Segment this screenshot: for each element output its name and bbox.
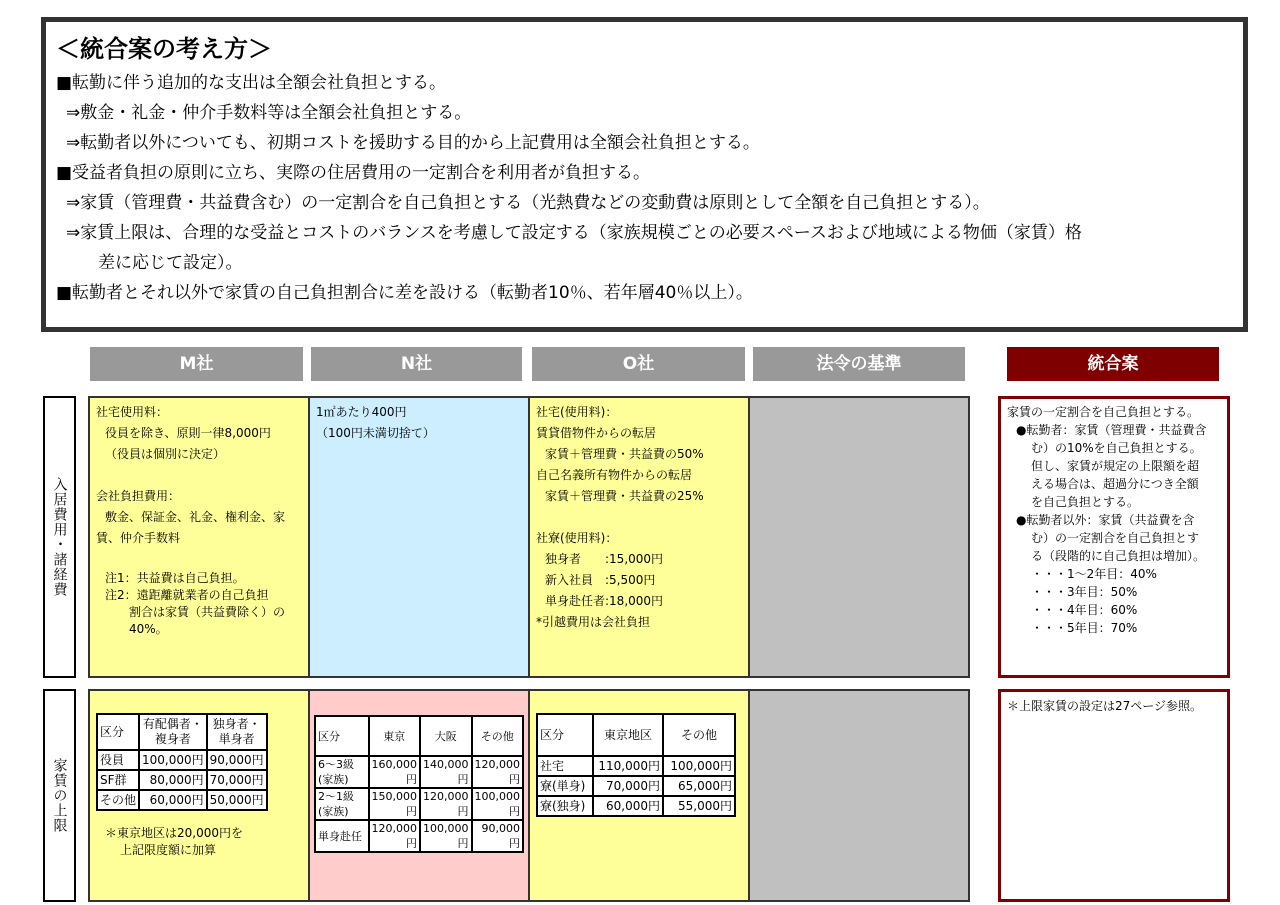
text-line: 注2：遠距離就業者の自己負担: [105, 588, 269, 602]
law-entry-costs: [748, 396, 970, 678]
text-line: む）の一定割合を自己負担とす: [1031, 531, 1200, 545]
cell-text: 独身者・: [212, 717, 261, 731]
summary-line: ⇒家賃上限は、合理的な受益とコストのバランスを考慮して設定する（家族規模ごとの必要スペースおよび地域による物価（家賃）格: [66, 223, 1082, 243]
table-cell: 社宅: [537, 756, 593, 776]
summary-box: [41, 17, 1248, 332]
cell-text: 有配偶者・: [142, 717, 203, 731]
text-line: を自己負担とする。: [1031, 495, 1140, 509]
table-cell: 東京地区: [593, 714, 663, 756]
column-header-merged: 統合案: [1007, 347, 1219, 381]
table-cell: SF群: [97, 770, 139, 790]
table-cell: その他: [472, 716, 524, 756]
column-header-m: M社: [90, 347, 303, 381]
cell-text: 120,000: [371, 822, 417, 835]
text-line: 会社負担費用：: [96, 489, 181, 503]
table-row: [315, 820, 523, 852]
cell-text: 150,000: [371, 790, 417, 803]
text-line: む）の10%を自己負担とする。: [1031, 441, 1202, 455]
text-line: 但し、家賃が規定の上限額を超: [1031, 459, 1200, 473]
table-row: [97, 770, 267, 790]
table-cell: [369, 820, 421, 852]
spacer: [536, 507, 742, 528]
cell-text: 円: [457, 837, 469, 850]
column-header-o: O社: [532, 347, 745, 381]
cell-text: 円: [509, 805, 520, 818]
text-line: 1㎡あたり400円: [316, 405, 407, 419]
merged-rent-cap: [998, 689, 1230, 902]
cell-text: 円: [509, 773, 520, 786]
table-cell: 70,000円: [593, 776, 663, 796]
m-rent-cap: [88, 689, 310, 902]
text-line: ●転勤者：家賃（管理費・共益費含: [1016, 423, 1207, 437]
summary-line: ⇒家賃（管理費・共益費含む）の一定割合を自己負担とする（光熱費などの変動費は原則として全額を自己負担とする）。: [66, 193, 990, 213]
m-entry-costs: [88, 396, 310, 678]
cell-text: (家族): [318, 773, 349, 786]
table-cell: 80,000円: [139, 770, 207, 790]
summary-line: ■受益者負担の原則に立ち、実際の住居費用の一定割合を利用者が負担する。: [56, 163, 651, 183]
table-row: [537, 776, 735, 796]
cell-text: 2～1級: [318, 790, 354, 803]
n-rent-cap: [308, 689, 530, 902]
summary-line: ⇒転勤者以外についても、初期コストを援助する目的から上記費用は全額会社負担とする。: [66, 133, 760, 153]
summary-title: ＜統合案の考え方＞: [56, 35, 272, 63]
text-line: ・・・3年目：50%: [1031, 585, 1138, 599]
table-cell: [472, 820, 524, 852]
table-cell: [420, 820, 472, 852]
cell-text: 120,000: [423, 790, 469, 803]
table-cell: 役員: [97, 750, 139, 770]
table-cell: 50,000円: [207, 790, 267, 810]
table-cell: 60,000円: [139, 790, 207, 810]
table-row: [97, 714, 267, 750]
table-cell: [420, 756, 472, 788]
law-rent-cap: [748, 689, 970, 902]
spacer: [96, 465, 302, 486]
table-cell: [315, 788, 369, 820]
merged-entry-costs: [998, 396, 1230, 678]
text-line: 40%。: [129, 622, 168, 636]
cell-text: 円: [457, 805, 469, 818]
text-line: ・・・1～2年目：40%: [1031, 567, 1157, 581]
table-cell: 60,000円: [593, 796, 663, 816]
text-line: える場合は、超過分につき全額: [1031, 477, 1199, 491]
text-line: ・・・5年目：70%: [1031, 621, 1138, 635]
table-cell: [369, 788, 421, 820]
text-line: （役員は個別に決定）: [105, 447, 226, 461]
n-rent-table: [314, 715, 524, 853]
text-line: 独身者 :15,000円: [545, 552, 664, 566]
row-label-entry-costs: [43, 396, 76, 678]
table-row: [97, 750, 267, 770]
table-cell: 65,000円: [663, 776, 735, 796]
text-line: 敷金、保証金、礼金、権利金、家: [105, 510, 286, 524]
summary-line: ⇒敷金・礼金・仲介手数料等は全額会社負担とする。: [66, 103, 472, 123]
spacer: [96, 549, 302, 570]
table-cell: 東京: [369, 716, 421, 756]
table-cell: 55,000円: [663, 796, 735, 816]
cell-text: 単身者: [218, 732, 255, 746]
summary-line: ■転勤者とそれ以外で家賃の自己負担割合に差を設ける（転勤者10％、若年層40％以上）。: [56, 283, 753, 303]
text-line: 単身赴任者:18,000円: [545, 594, 664, 608]
table-row: [315, 788, 523, 820]
text-line: 家賃＋管理費・共益費の50%: [545, 447, 704, 461]
cell-text: 円: [457, 773, 469, 786]
cell-text: 円: [406, 805, 417, 818]
cell-text: 6～3級: [318, 758, 354, 771]
text-line: 社宅(使用料)：: [536, 405, 618, 419]
text-line: 賃貸借物件からの転居: [536, 426, 657, 440]
note-line: ＊東京地区は20,000円を: [105, 826, 243, 840]
n-entry-costs: [308, 396, 530, 678]
table-cell: [472, 756, 524, 788]
table-row: [537, 756, 735, 776]
column-header-n: N社: [311, 347, 522, 381]
table-cell: [472, 788, 524, 820]
note-line: 上記限度額に加算: [120, 843, 217, 857]
table-cell: [139, 714, 207, 750]
table-row: [97, 790, 267, 810]
cell-text: 円: [406, 837, 417, 850]
summary-line: ■転勤に伴う追加的な支出は全額会社負担とする。: [56, 73, 447, 93]
table-row: [537, 796, 735, 816]
table-row: [315, 716, 523, 756]
table-cell: 区分: [97, 714, 139, 750]
text-line: 注1：共益費は自己負担。: [105, 571, 245, 585]
text-line: 家賃の一定割合を自己負担とする。: [1007, 405, 1200, 419]
table-row: [315, 756, 523, 788]
table-cell: [207, 714, 267, 750]
row-label-text: 入居費用・諸経費: [51, 477, 68, 597]
table-cell: 寮(単身): [537, 776, 593, 796]
table-cell: 110,000円: [593, 756, 663, 776]
table-cell: [369, 756, 421, 788]
text-line: ＊上限家賃の設定は27ページ参照。: [1007, 699, 1203, 713]
table-cell: 90,000円: [207, 750, 267, 770]
table-row: [537, 714, 735, 756]
text-line: 自己名義所有物件からの転居: [536, 468, 693, 482]
table-cell: 大阪: [420, 716, 472, 756]
cell-text: 120,000: [474, 758, 520, 771]
text-line: ・・・4年目：60%: [1031, 603, 1138, 617]
column-header-law: 法令の基準: [753, 347, 965, 381]
text-line: 割合は家賃（共益費除く）の: [129, 605, 286, 619]
table-cell: 100,000円: [663, 756, 735, 776]
table-cell: 70,000円: [207, 770, 267, 790]
o-rent-table: [536, 713, 736, 817]
table-cell: [420, 788, 472, 820]
o-entry-costs: [528, 396, 750, 678]
row-label-rent-cap: [43, 689, 76, 902]
table-cell: その他: [663, 714, 735, 756]
cell-text: 100,000: [423, 822, 469, 835]
cell-text: 90,000: [481, 822, 520, 835]
cell-text: 複身者: [154, 732, 191, 746]
cell-text: 160,000: [371, 758, 417, 771]
text-line: 社宅使用料：: [96, 405, 169, 419]
table-cell: 寮(独身): [537, 796, 593, 816]
text-line: 社寮(使用料)：: [536, 531, 618, 545]
text-line: 役員を除き、原則一律8,000円: [105, 426, 271, 440]
table-cell: [315, 756, 369, 788]
cell-text: 円: [509, 837, 520, 850]
text-line: ●転勤者以外：家賃（共益費を含: [1016, 513, 1195, 527]
text-line: 家賃＋管理費・共益費の25%: [545, 489, 704, 503]
text-line: る（段階的に自己負担は増加）。: [1031, 549, 1206, 563]
row-label-text: 家賃の上限: [51, 758, 68, 833]
cell-text: 140,000: [423, 758, 469, 771]
table-cell: 区分: [315, 716, 369, 756]
cell-text: 円: [406, 773, 417, 786]
table-cell: 区分: [537, 714, 593, 756]
text-line: *引越費用は会社負担: [536, 615, 651, 629]
summary-line: 差に応じて設定）。: [98, 253, 243, 273]
text-line: 新入社員 :5,500円: [545, 573, 656, 587]
table-cell: その他: [97, 790, 139, 810]
table-cell: 100,000円: [139, 750, 207, 770]
text-line: （100円未満切捨て）: [316, 426, 435, 440]
table-cell: 単身赴任: [315, 820, 369, 852]
cell-text: (家族): [318, 805, 349, 818]
text-line: 賃、仲介手数料: [96, 531, 181, 545]
o-rent-cap: [528, 689, 750, 902]
cell-text: 100,000: [474, 790, 520, 803]
m-rent-table: [96, 713, 268, 811]
